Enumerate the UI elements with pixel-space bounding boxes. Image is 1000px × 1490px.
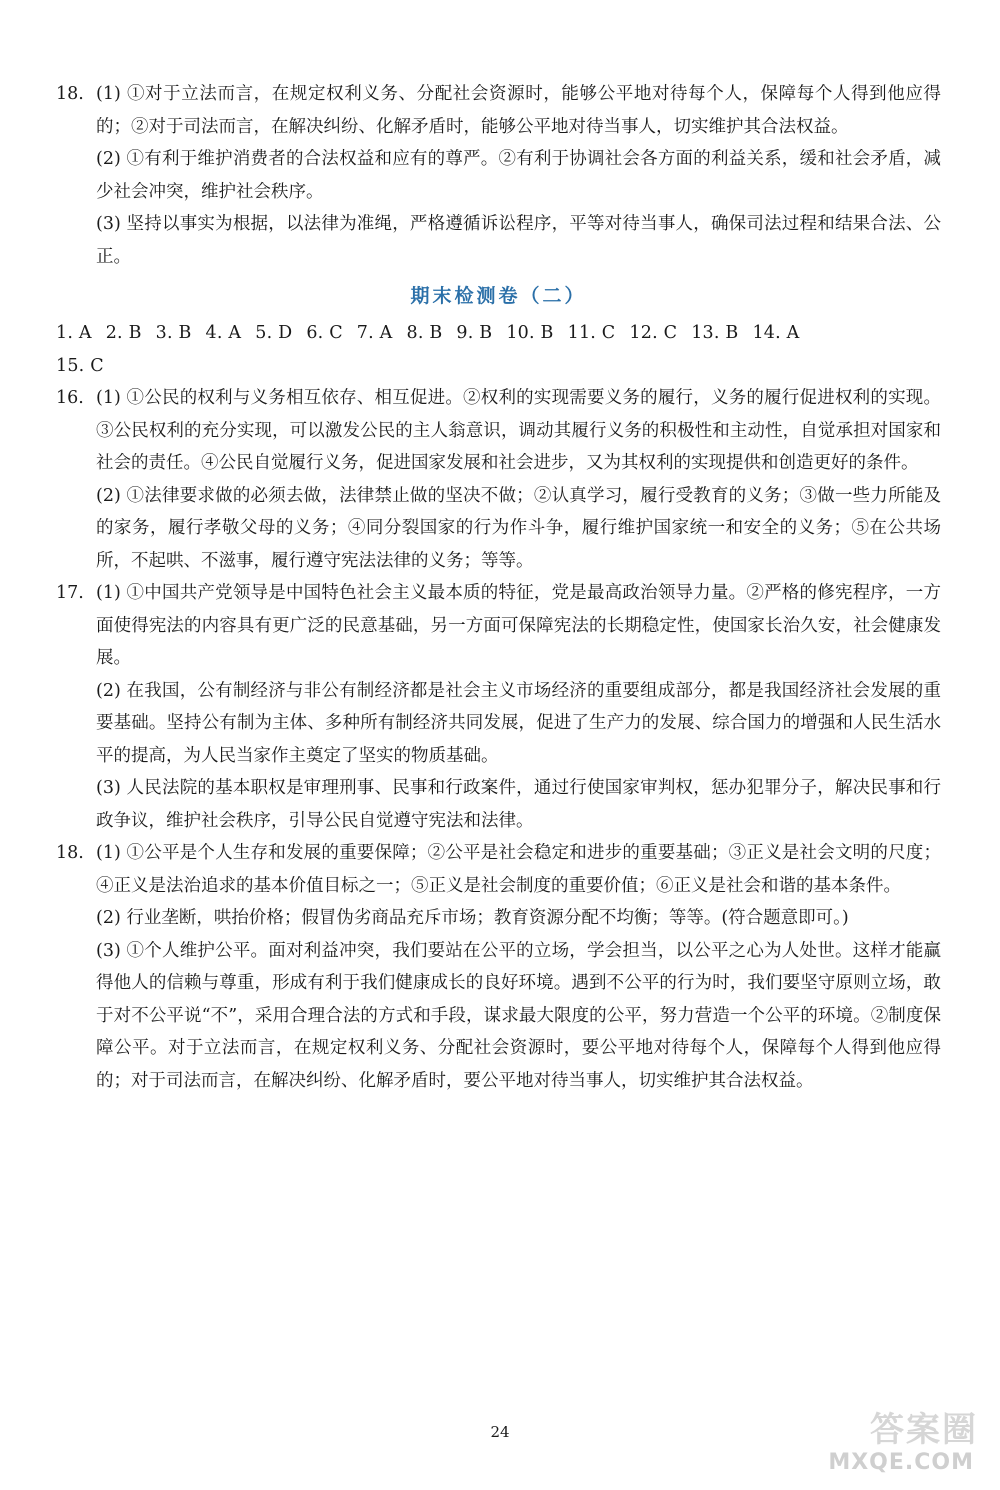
answer-part-1: (1) ①中国共产党领导是中国特色社会主义最本质的特征，党是最高政治领导力量。②严格的修宪程序，一方面使得宪法的内容具有更广泛的民意基础，另一方面可保障宪法的长期稳定性，使国家长治久安，社会健康发展。 — [96, 583, 941, 668]
question-body — [96, 382, 941, 577]
mc-answer: 7. A — [356, 323, 393, 343]
answer-part-2: (2) ①法律要求做的必须去做，法律禁止做的坚决不做；②认真学习，履行受教育的义务；③做一些力所能及的家务，履行孝敬父母的义务；④同分裂国家的行为作斗争，履行维护国家统一和安全的义务；⑤在公共场所，不起哄、不滋事，履行遵守宪法法律的义务；等等。 — [96, 485, 941, 571]
question-body — [96, 577, 941, 837]
mc-answer: 4. A — [205, 323, 242, 343]
multiple-choice-answers-line-2 — [56, 350, 941, 383]
question-number: 18. — [56, 843, 84, 863]
mc-answer: 5. D — [255, 323, 293, 343]
mc-answer: 2. B — [105, 323, 142, 343]
watermark-domain: MXQE.COM — [828, 1450, 974, 1475]
mc-answer: 12. C — [629, 323, 678, 343]
question-16 — [56, 382, 941, 577]
answer-part-1: (1) ①公民的权利与义务相互依存、相互促进。②权利的实现需要义务的履行，义务的履行促进权利的实现。③公民权利的充分实现，可以激发公民的主人翁意识，调动其履行义务的积极性和主动性，自觉承担对国家和社会的责任。④公民自觉履行义务，促进国家发展和社会进步，又为其权利的实现提供和创造更好的条件。 — [96, 388, 941, 473]
answer-part-2: (2) ①有利于维护消费者的合法权益和应有的尊严。②有利于协调社会各方面的利益关系，缓和社会矛盾，减少社会冲突，维护社会秩序。 — [96, 149, 941, 202]
mc-answer: 8. B — [406, 323, 443, 343]
question-body — [96, 78, 941, 273]
watermark-logo — [808, 1410, 978, 1480]
page-number: 24 — [490, 1423, 510, 1441]
question-number: 17. — [56, 583, 84, 603]
mc-answer: 14. A — [752, 323, 800, 343]
answer-part-2: (2) 行业垄断，哄抬价格；假冒伪劣商品充斥市场；教育资源分配不均衡；等等。(符合题意即可。) — [96, 908, 849, 928]
multiple-choice-answers — [56, 317, 941, 350]
question-18-first — [56, 78, 941, 273]
mc-answer: 11. C — [567, 323, 616, 343]
mc-answer: 13. B — [691, 323, 739, 343]
mc-answer: 10. B — [506, 323, 554, 343]
mc-answer: 3. B — [155, 323, 192, 343]
watermark-text: 答案圈 — [870, 1410, 978, 1450]
mc-answer: 6. C — [306, 323, 343, 343]
answer-part-1: (1) ①对于立法而言，在规定权利义务、分配社会资源时，能够公平地对待每个人，保障每个人得到他应得的；②对于司法而言，在解决纠纷、化解矛盾时，能够公平地对待当事人，切实维护其合法权益。 — [96, 84, 941, 137]
mc-answer: 9. B — [456, 323, 493, 343]
answer-part-3: (3) ①个人维护公平。面对利益冲突，我们要站在公平的立场，学会担当，以公平之心为人处世。这样才能赢得他人的信赖与尊重，形成有利于我们健康成长的良好环境。遇到不公平的行为时，我们要坚守原则立场，敢于对不公平说“不”，采用合理合法的方式和手段，谋求最大限度的公平，努力营造一个公平的环境。②制度保障公平。对于立法而言，在规定权利义务、分配社会资源时，要公平地对待每个人，保障每个人得到他应得的；对于司法而言，在解决纠纷、化解矛盾时，要公平地对待当事人，切实维护其合法权益。 — [96, 940, 941, 1091]
mc-answer: 15. C — [56, 355, 104, 376]
question-number: 18. — [56, 84, 84, 104]
answer-part-2: (2) 在我国，公有制经济与非公有制经济都是社会主义市场经济的重要组成部分，都是我国经济社会发展的重要基础。坚持公有制为主体、多种所有制经济共同发展，促进了生产力的发展、综合国力的增强和人民生活水平的提高，为人民当家作主奠定了坚实的物质基础。 — [96, 680, 941, 766]
question-number: 16. — [56, 388, 84, 408]
answer-part-3: (3) 坚持以事实为根据，以法律为准绳，严格遵循诉讼程序，平等对待当事人，确保司法过程和结果合法、公正。 — [96, 214, 941, 267]
mc-answer: 1. A — [56, 323, 92, 343]
section-title: 期末检测卷（二） — [410, 285, 587, 307]
answer-part-1: (1) ①公平是个人生存和发展的重要保障；②公平是社会稳定和进步的重要基础；③正义是社会文明的尺度；④正义是法治追求的基本价值目标之一；⑤正义是社会制度的重要价值；⑥正义是社会和谐的基本条件。 — [96, 843, 941, 896]
answer-part-3: (3) 人民法院的基本职权是审理刑事、民事和行政案件，通过行使国家审判权，惩办犯罪分子，解决民事和行政争议，维护社会秩序，引导公民自觉遵守宪法和法律。 — [96, 778, 941, 831]
answer-content — [56, 78, 941, 1097]
question-17 — [56, 577, 941, 837]
question-18-second — [56, 837, 941, 1097]
question-body — [96, 837, 941, 1097]
